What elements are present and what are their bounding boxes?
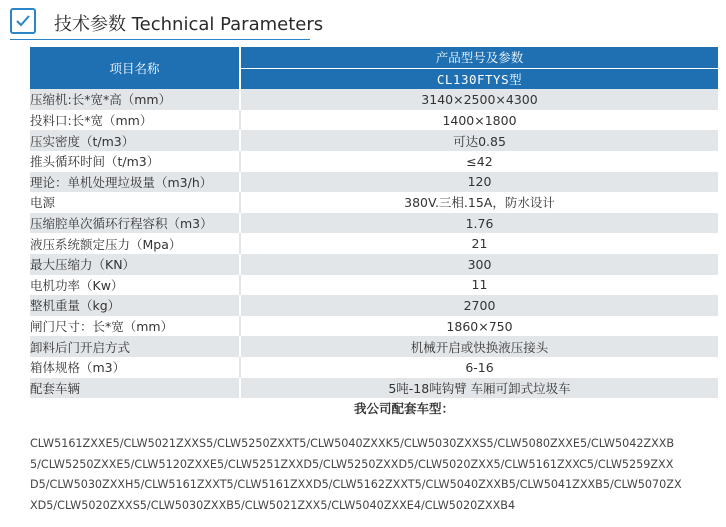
checkmark-icon [10, 8, 36, 34]
row-label: 压实密度（t/m3） [30, 130, 240, 151]
matching-models-heading: 我公司配套车型： [30, 398, 718, 419]
vehicle-models-line: CLW5161ZXXE5/CLW5021ZXXS5/CLW5250ZXXT5/CLW5040ZXXK5/CLW5030ZXXS5/CLW5080ZXXE5/CLW5042ZXXB [30, 437, 675, 450]
table-row [30, 130, 718, 151]
row-value: 6-16 [240, 357, 718, 378]
table-row [30, 316, 718, 337]
row-label: 配套车辆 [30, 378, 240, 399]
column-header-product-params: 产品型号及参数 [240, 47, 718, 68]
row-value: 机械开启或快换液压接头 [240, 336, 718, 357]
row-label: 电机功率（Kw） [30, 275, 240, 296]
row-value: 300 [240, 254, 718, 275]
row-value: 1400×1800 [240, 110, 718, 131]
table-row [30, 89, 718, 110]
vehicle-models-line: XD5/CLW5020ZXXS5/CLW5030ZXXB5/CLW5021ZXX5/CLW5040ZXXE4/CLW5020ZXXB4 [30, 498, 516, 512]
row-label: 闸门尺寸：长*宽（mm） [30, 316, 240, 337]
table-row [30, 192, 718, 213]
row-value: 1860×750 [240, 316, 718, 337]
section-title: 技术参数 Technical Parameters [54, 14, 324, 35]
table-row [30, 254, 718, 275]
table-row [30, 378, 718, 399]
vehicle-models-line: 5/CLW5250ZXXE5/CLW5120ZXXE5/CLW5251ZXXD5/CLW5250ZXXD5/CLW5020ZXX5/CLW5161ZXXC5/CLW5259ZXX [30, 457, 674, 471]
row-label: 投料口:长*宽（mm） [30, 110, 240, 131]
table-row [30, 336, 718, 357]
row-value: ≤42 [240, 151, 718, 172]
row-value: 3140×2500×4300 [240, 89, 718, 110]
row-label: 理论：单机处理垃圾量（m3/h） [30, 172, 240, 193]
table-row [30, 275, 718, 296]
row-label: 整机重量（kg） [30, 295, 240, 316]
table-row [30, 398, 718, 419]
row-label: 箱体规格（m3） [30, 357, 240, 378]
row-label: 压缩腔单次循环行程容积（m3） [30, 213, 240, 234]
table-row [30, 295, 718, 316]
row-value: 120 [240, 172, 718, 193]
column-header-item-name: 项目名称 [30, 47, 240, 89]
row-value: 380V.三相.15A，防水设计 [240, 192, 718, 213]
table-row [30, 110, 718, 131]
column-header-model: CL130FTYS型 [436, 71, 523, 87]
row-value: 2700 [240, 295, 718, 316]
row-label: 推头循环时间（t/m3） [30, 151, 240, 172]
row-label: 液压系统额定压力（Mpa） [30, 233, 240, 254]
table-row [30, 233, 718, 254]
row-label: 卸料后门开启方式 [30, 336, 240, 357]
section-header [8, 6, 324, 40]
row-value: 21 [240, 233, 718, 254]
row-value: 11 [240, 275, 718, 296]
vehicle-models-list [30, 434, 720, 516]
row-value: 1.76 [240, 213, 718, 234]
table-row [30, 357, 718, 378]
row-label: 电源 [30, 192, 240, 213]
table-row [30, 151, 718, 172]
table-row [30, 213, 718, 234]
row-value: 可达0.85 [240, 130, 718, 151]
header-divider [10, 39, 310, 40]
row-label: 压缩机:长*宽*高（mm） [30, 89, 240, 110]
vehicle-models-line: D5/CLW5030ZXXH5/CLW5161ZXXT5/CLW5161ZXXD5/CLW5162ZXXT5/CLW5040ZXXB5/CLW5041ZXXB5/CLW5070ZX [30, 478, 682, 491]
row-label: 最大压缩力（KN） [30, 254, 240, 275]
parameters-table [30, 47, 718, 419]
table-row [30, 172, 718, 193]
row-value: 5吨-18吨钩臂 车厢可卸式垃圾车 [240, 378, 718, 399]
